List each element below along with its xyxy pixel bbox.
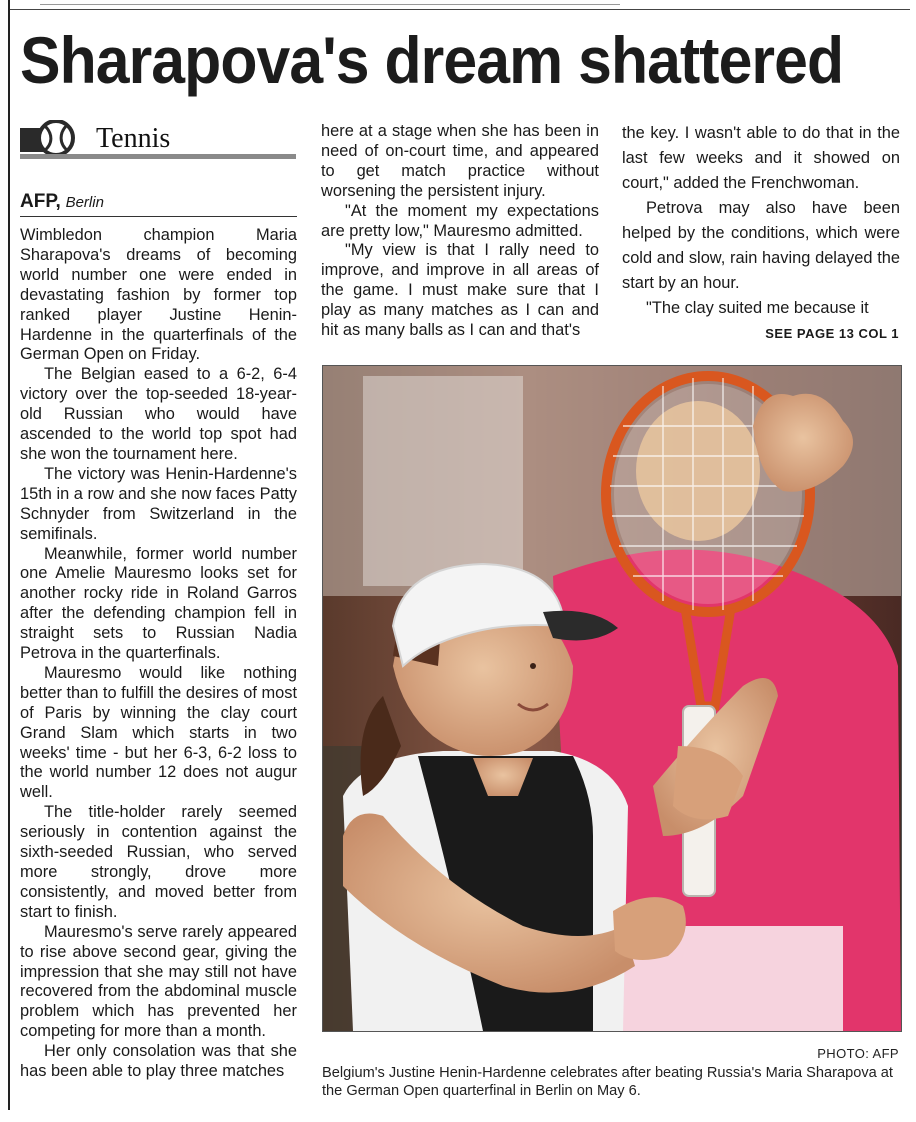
- paragraph: the key. I wasn't able to do that in the last few weeks and it showed on court," added the Frenchwoman.: [622, 124, 900, 192]
- paragraph: The title-holder rarely seemed seriously in contention against the sixth-seeded Russian, who served more strongly, drove more consistently, and moved better from start to finish.: [20, 803, 297, 921]
- byline-rule: [20, 216, 297, 217]
- paragraph: Wimbledon champion Maria Sharapova's dreams of becoming world number one were ended in devastating fashion by former top ranked player Justine Henin-Hardenne in the quarterfinals of the German Open on Friday.: [20, 226, 297, 364]
- tennis-ball-icon: [20, 120, 90, 156]
- section-header: [20, 118, 296, 160]
- paragraph: "The clay suited me because it: [646, 299, 869, 317]
- paragraph: here at a stage when she has been in need of on-court time, and appeared to get match practice without worsening the persistent injury.: [321, 122, 599, 200]
- continuation-reference: SEE PAGE 13 COL 1: [765, 326, 899, 341]
- section-label: Tennis: [96, 123, 171, 154]
- byline-agency: AFP,: [20, 191, 61, 212]
- paragraph: "At the moment my expectations are pretty low," Mauresmo admitted.: [321, 201, 599, 240]
- paragraph: The victory was Henin-Hardenne's 15th in a row and she now faces Patty Schnyder from Switzerland in the semifinals.: [20, 464, 297, 543]
- byline-city: Berlin: [65, 194, 104, 211]
- paragraph: Petrova may also have been helped by the conditions, which were cold and slow, rain having delayed the start by an hour.: [622, 199, 900, 292]
- article-column-1: [20, 226, 297, 1082]
- byline: [20, 191, 296, 214]
- article-column-2: [321, 122, 599, 341]
- photo-illustration: [323, 366, 901, 1031]
- paragraph: Mauresmo would like nothing better than to fulfill the desires of most of Paris by winning the clay court Grand Slam which starts in two weeks' time - but her 6-3, 6-2 loss to the world number 12 does not augur well.: [20, 663, 297, 802]
- paragraph: Mauresmo's serve rarely appeared to rise above second gear, giving the impression that she may still not have recovered from the abdominal muscle problem which has prevented her competing for more than a month.: [20, 922, 297, 1041]
- paragraph: Her only consolation was that she has been able to play three matches: [20, 1042, 297, 1081]
- section-rule: [20, 154, 296, 159]
- photo-caption: Belgium's Justine Henin-Hardenne celebrates after beating Russia's Maria Sharapova at the German Open quarterfinal in Berlin on May 6.: [322, 1065, 893, 1099]
- photo-credit: PHOTO: AFP: [817, 1046, 899, 1061]
- previous-article-edge: [40, 0, 620, 5]
- paragraph: Meanwhile, former world number one Amelie Mauresmo looks set for another rocky ride in Roland Garros after the defending champion fell in straight sets to Russian Nadia Petrova in the quarterfinals.: [20, 544, 297, 663]
- paragraph: "My view is that I rally need to improve, and improve in all areas of the game. I must make sure that I play as many matches as I can and hit as many balls as I can and that's: [321, 241, 599, 340]
- top-rule: [10, 9, 910, 10]
- article-column-3: [622, 121, 900, 321]
- headline: Sharapova's dream shattered: [20, 23, 844, 97]
- paragraph: The Belgian eased to a 6-2, 6-4 victory over the top-seeded 18-year-old Russian who would have ascended to the world top spot had she won the tournament here.: [20, 365, 297, 463]
- news-photo: [322, 365, 902, 1032]
